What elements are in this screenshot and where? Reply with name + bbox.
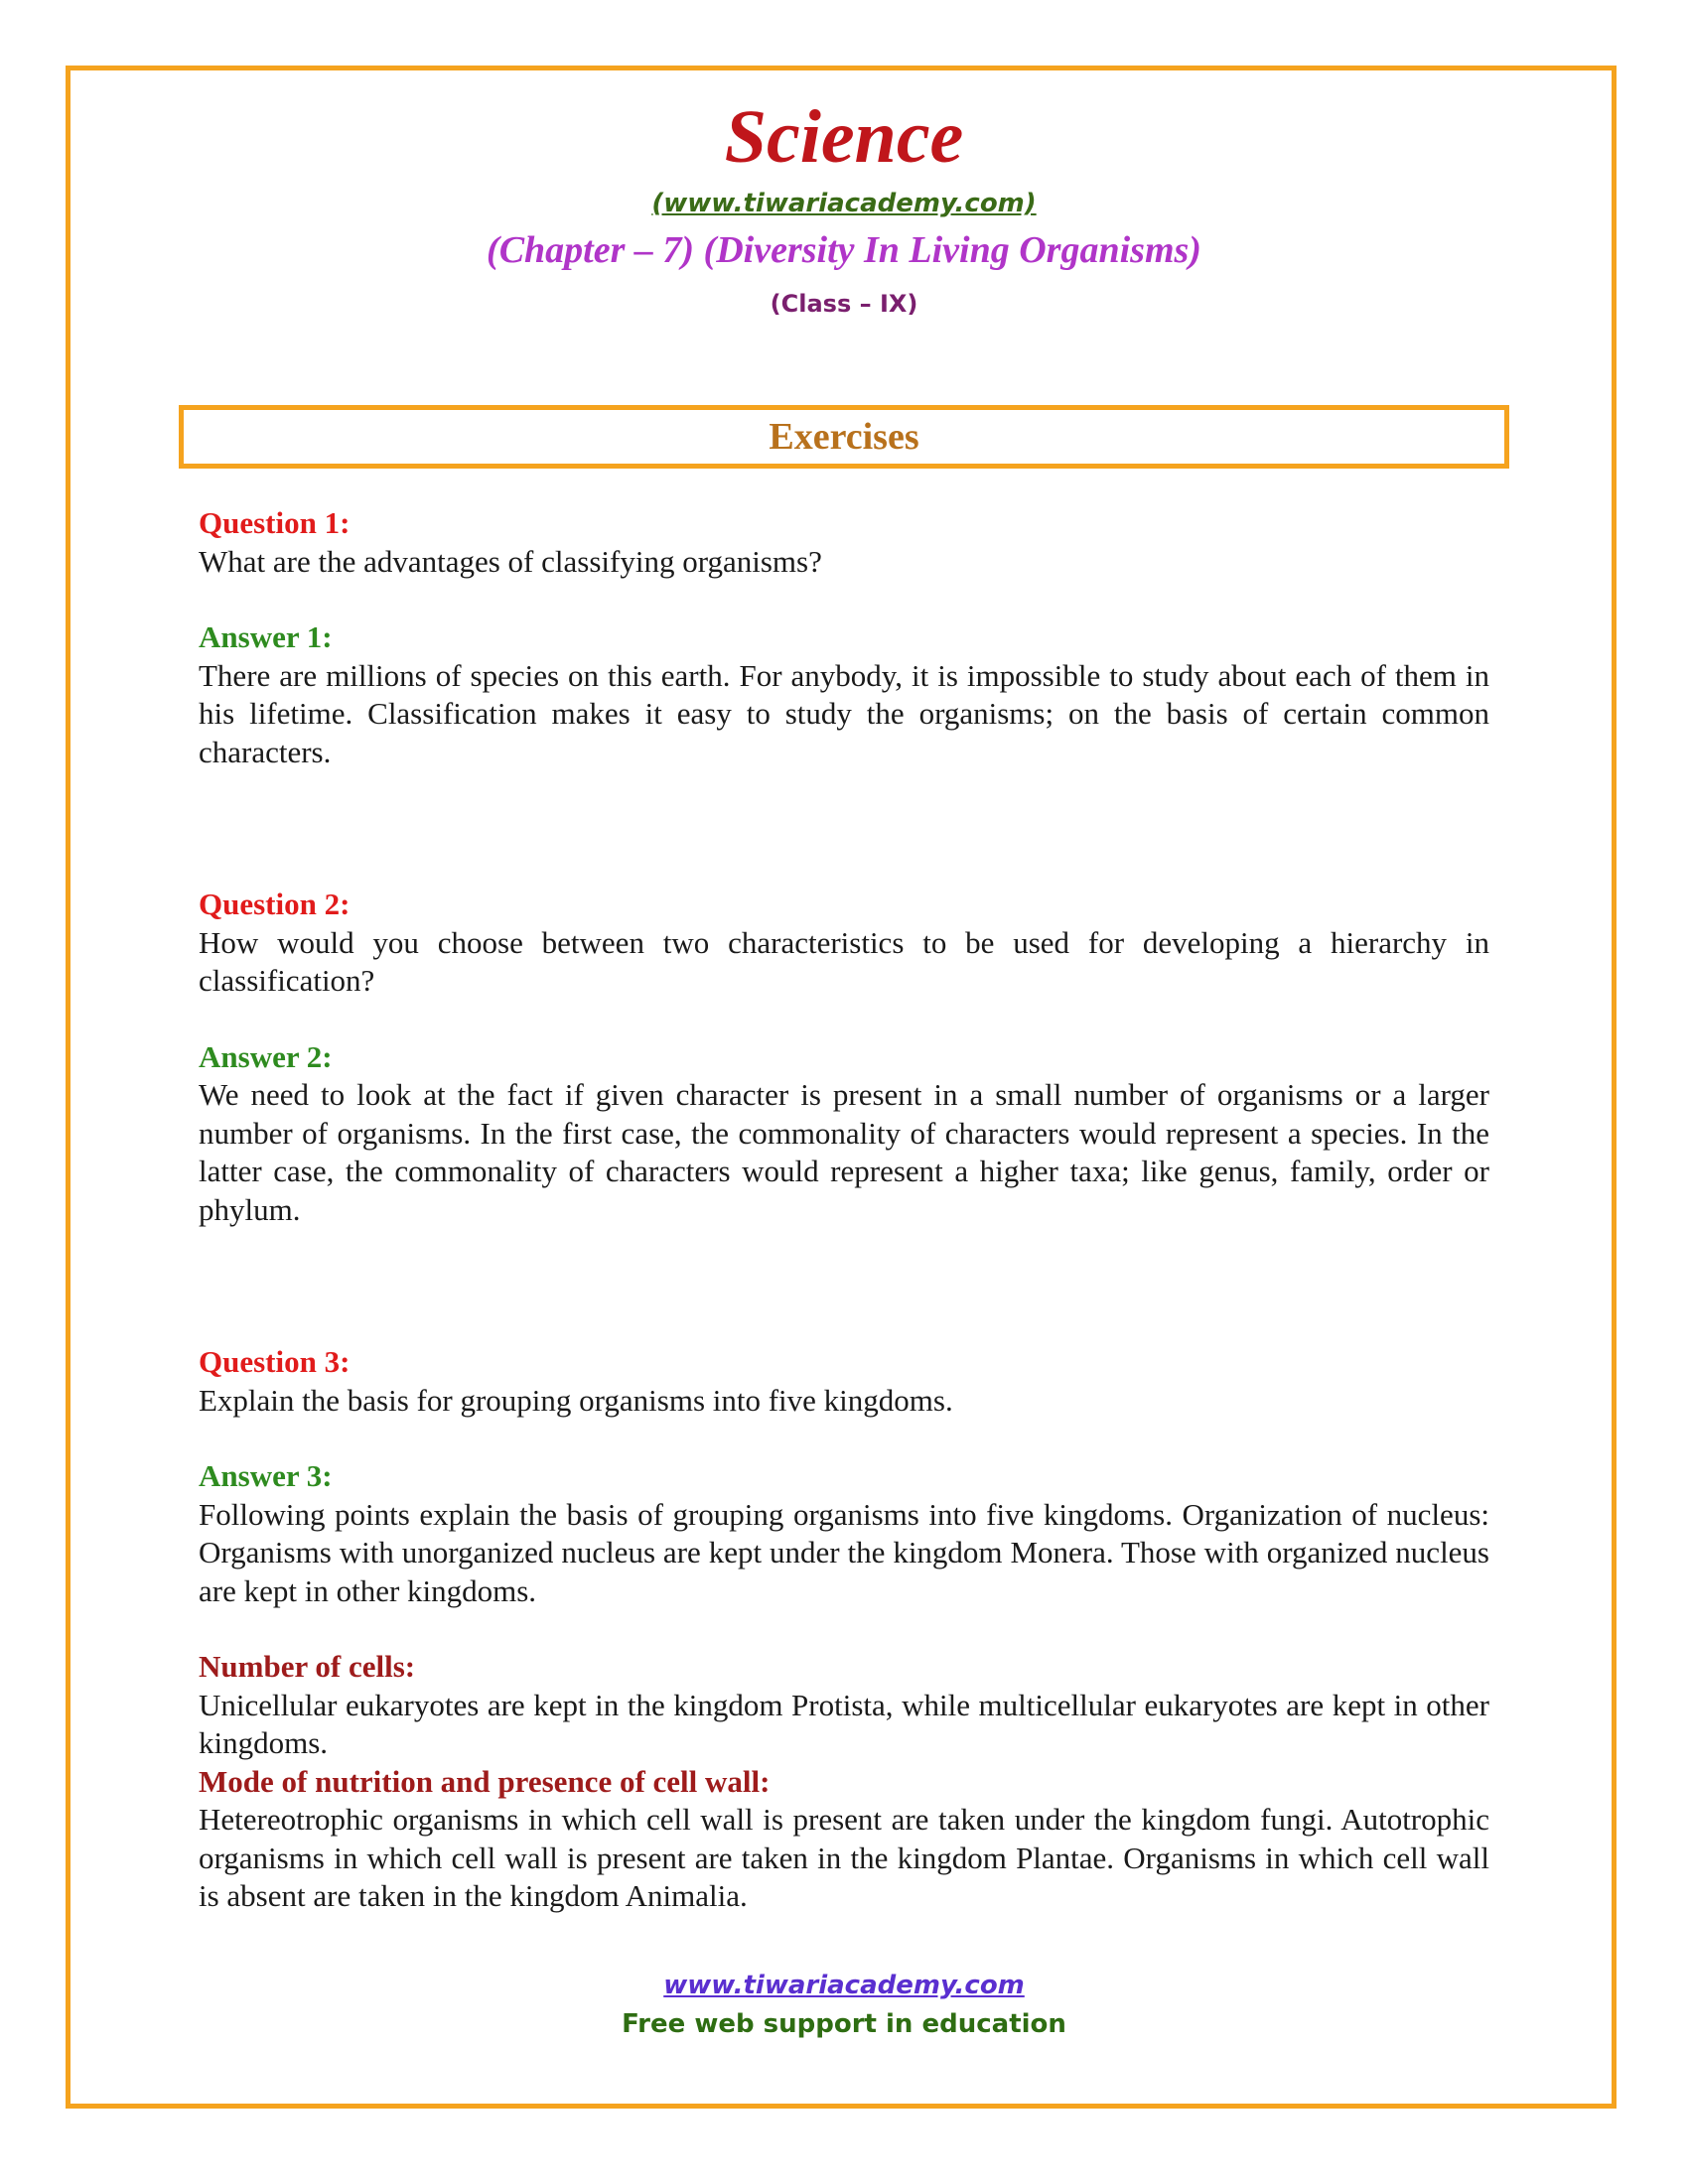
exercises-banner: Exercises: [179, 405, 1509, 469]
footer-website-link[interactable]: www.tiwariacademy.com: [663, 1971, 1025, 2000]
footer-website: [0, 1971, 1688, 2001]
subsection-text: Unicellular eukaryotes are kept in the kingdom Protista, while multicellular eukaryotes are kept in other kingdoms.: [199, 1687, 1489, 1760]
question-label: Question 2:: [199, 887, 351, 921]
header-website: [0, 189, 1688, 219]
question-label: Question 3:: [199, 1344, 351, 1379]
answer-label: Answer 1:: [199, 619, 333, 654]
question-text: What are the advantages of classifying organisms?: [199, 543, 822, 579]
answer-text: Following points explain the basis of grouping organisms into five kingdoms. Organization of nucleus: Organisms with unorganized nucleus are kept under the kingdom Monera. Those with organized nucleus are kept in other kingdoms.: [199, 1496, 1489, 1608]
subsection-heading: Mode of nutrition and presence of cell wall:: [199, 1763, 771, 1799]
question-text: Explain the basis for grouping organisms into five kingdoms.: [199, 1382, 953, 1418]
class-label: (Class – IX): [770, 290, 918, 318]
answer-label: Answer 2:: [199, 1038, 333, 1074]
question-text: How would you choose between two characteristics to be used for developing a hierarchy in classification?: [199, 924, 1489, 998]
exercise-content: [199, 504, 1489, 1916]
chapter-heading: (Chapter – 7) (Diversity In Living Organisms): [487, 229, 1201, 271]
footer-tagline: Free web support in education: [622, 2009, 1066, 2039]
question-label: Question 1:: [199, 505, 351, 540]
page-title: Science: [724, 95, 964, 179]
answer-text: There are millions of species on this earth. For anybody, it is impossible to study about each of them in his lifetime. Classification makes it easy to study the organisms; on the basis of certain common characters.: [199, 657, 1489, 769]
answer-label: Answer 3:: [199, 1458, 333, 1493]
answer-text: We need to look at the fact if given character is present in a small number of organisms or a larger number of organisms. In the first case, the commonality of characters would represent a species. In the latter case, the commonality of characters would represent a higher taxa; like genus, family, order or phylum.: [199, 1077, 1489, 1227]
subsection-text: Hetereotrophic organisms in which cell wall is present are taken under the kingdom fungi. Autotrophic organisms in which cell wall is present are taken in the kingdom Plantae. Organisms in which cell wall is absent are taken in the kingdom Animalia.: [199, 1802, 1489, 1913]
subsection-heading: Number of cells:: [199, 1649, 416, 1684]
header-website-link[interactable]: (www.tiwariacademy.com): [651, 189, 1037, 218]
